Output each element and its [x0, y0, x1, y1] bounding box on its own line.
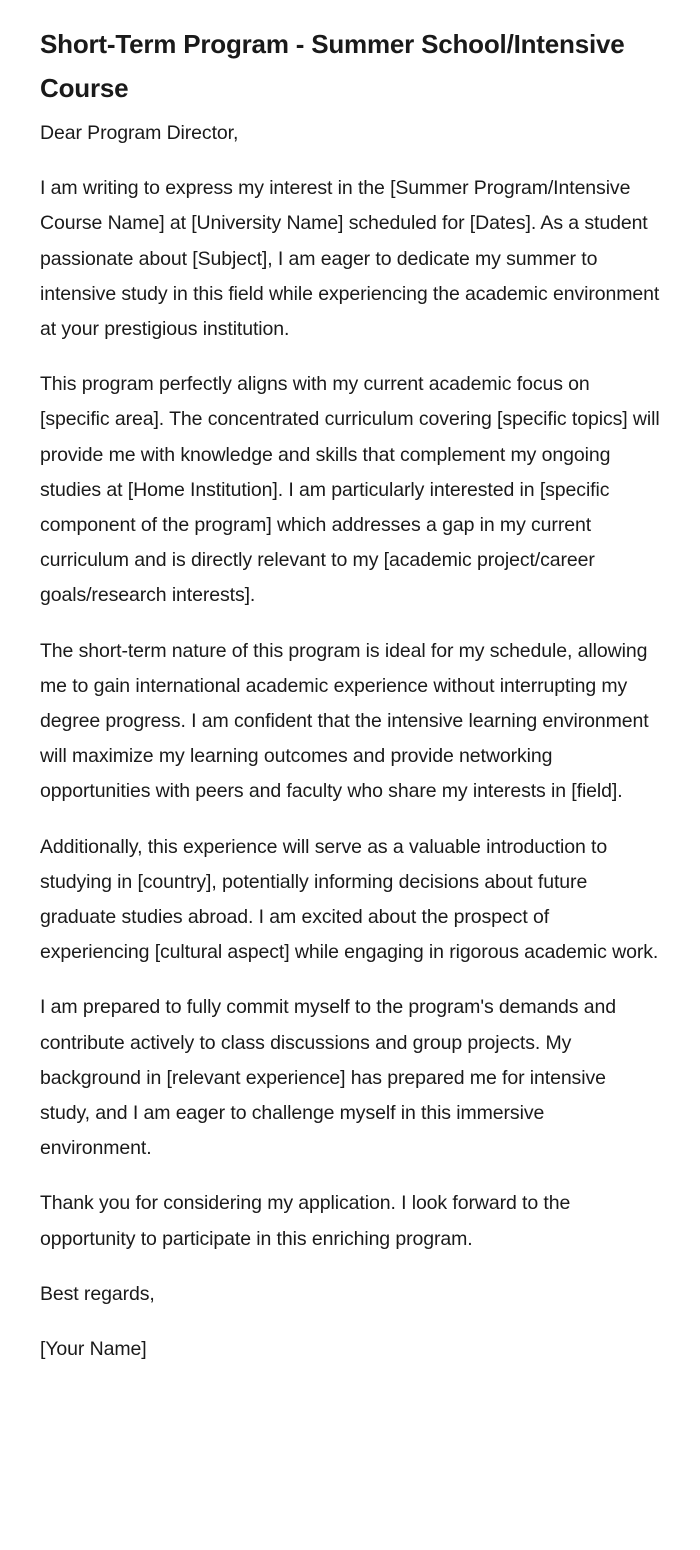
salutation: Dear Program Director,: [40, 122, 239, 144]
body-paragraph-1: I am writing to express my interest in the [Summer Program/Intensive Course Name] at [University Name] scheduled for [Dates]. As a student passionate about [Subject], I am eager to dedicate my summer to intensive study in this field while experiencing the academic environment at your prestigious institution.: [40, 177, 660, 341]
closing: Best regards,: [40, 1282, 155, 1305]
body-paragraph-4: Additionally, this experience will serve as a valuable introduction to studying in [country], potentially informing decisions about future graduate studies abroad. I am excited about the prospect of experiencing [cultural aspect] while engaging in rigorous academic work.: [40, 835, 659, 964]
body-paragraph-2: This program perfectly aligns with my current academic focus on [specific area]. The concentrated curriculum covering [specific topics] will provide me with knowledge and skills that complement my ongoing studies at [Home Institution]. I am particularly interested in [specific component of the program] which addresses a gap in my current curriculum and is directly relevant to my [academic project/career goals/research interests].: [40, 373, 660, 607]
body-paragraph-3: The short-term nature of this program is ideal for my schedule, allowing me to gain international academic experience without interrupting my degree progress. I am confident that the intensive learning environment will maximize my learning outcomes and provide networking opportunities with peers and faculty who share my interests in [field].: [40, 639, 649, 803]
signature: [Your Name]: [40, 1338, 147, 1361]
body-paragraph-5: I am prepared to fully commit myself to the program's demands and contribute actively to class discussions and group projects. My background in [relevant experience] has prepared me for intensive study, and I am eager to challenge myself in this immersive environment.: [40, 996, 616, 1160]
page-title: Short-Term Program - Summer School/Intensive Course: [40, 29, 625, 103]
body-paragraph-6: Thank you for considering my application. I look forward to the opportunity to participate in this enriching program.: [40, 1192, 571, 1250]
